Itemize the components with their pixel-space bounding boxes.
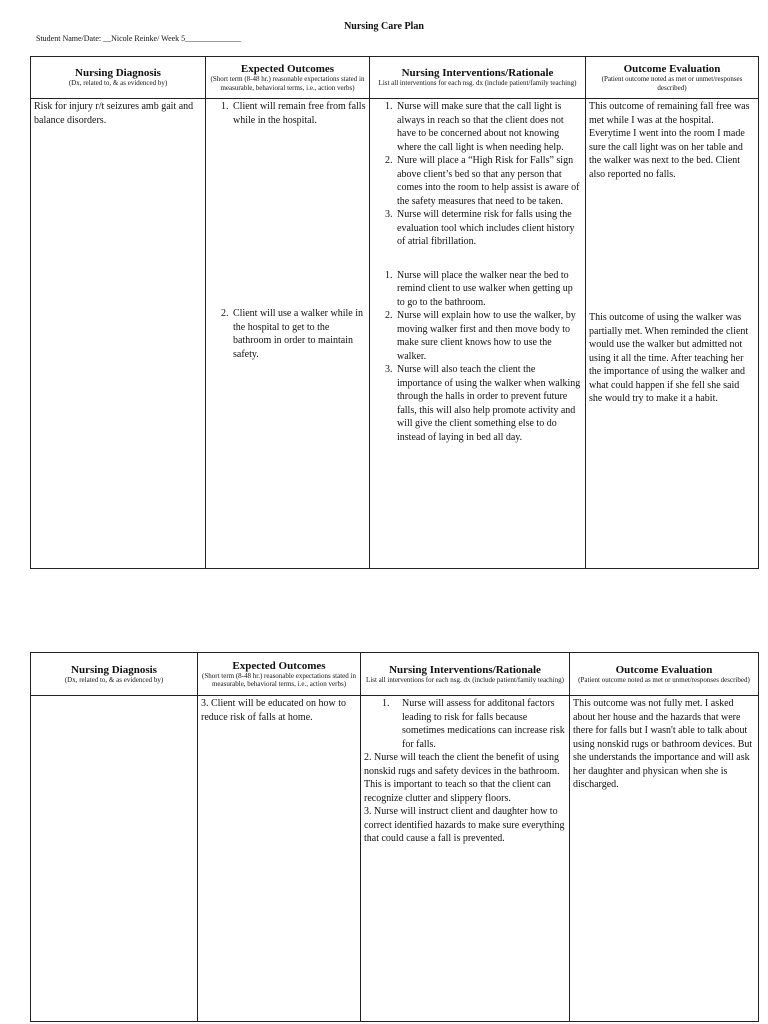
header-outcomes-title: Expected Outcomes (240, 63, 335, 75)
intervention-item: 2. Nure will place a “High Risk for Falls” sign above client’s bed so that any person that comes into the room to help assist is aware of the safety measures that need to be taken. (395, 154, 582, 208)
header-diagnosis-subtitle: (Dx, related to, & as evidenced by) (64, 675, 164, 684)
header-interventions-title: Nursing Interventions/Rationale (389, 663, 541, 676)
interventions-cell (361, 696, 570, 1022)
header-interventions-title: Nursing Interventions/Rationale (401, 67, 554, 80)
outcome-item: 1. Client will remain free from falls while in the hospital. (231, 100, 366, 127)
header-interventions (370, 57, 586, 99)
intervention-item: 3. Nurse will also teach the client the importance of using the walker when walking through the halls in order to prevent future falls, this will also help promote activity and will give the client something else to do instead of laying in bed all day. (395, 363, 582, 444)
intervention-item: 1. Nurse will place the walker near the bed to remind client to use walker when getting up to go to the bathroom. (395, 269, 582, 310)
outcomes-cell (206, 99, 370, 569)
intervention-item: 2. Nurse will teach the client the benefit of using nonskid rugs and safety devices in the bathroom. This is important to teach so that the client can recognize clutter and slippery floors. (364, 752, 560, 804)
header-diagnosis-title: Nursing Diagnosis (75, 67, 161, 80)
intervention-list-1 (373, 100, 582, 249)
outcomes-cell (198, 696, 361, 1022)
evaluation-cell (586, 99, 759, 569)
student-name-line: Student Name/Date: __Nicole Reinke/ Week 5______________ (36, 34, 242, 43)
diagnosis-text: Risk for injury r/t seizures amb gait and balance disorders. (34, 101, 194, 126)
header-diagnosis-subtitle: (Dx, related to, & as evidenced by) (68, 79, 168, 88)
header-evaluation-subtitle: (Patient outcome noted as met or unmet/responses described) (578, 675, 750, 684)
table-row (31, 99, 759, 569)
evaluation-text-2: This outcome of using the walker was partially met. When reminded the client would use the walker but admitted not using it all the time. After teaching her the importance of using the walker and what could happen if she fell she said she would try to make it a habit. (589, 312, 749, 404)
evaluation-cell (570, 696, 759, 1022)
outcome-list-2 (209, 307, 366, 361)
header-outcomes (198, 653, 361, 696)
header-diagnosis-title: Nursing Diagnosis (71, 663, 157, 676)
header-diagnosis (31, 653, 198, 696)
care-plan-table-2 (30, 652, 759, 1022)
intervention-list-2 (373, 269, 582, 445)
interventions-cell (370, 99, 586, 569)
document-title: Nursing Care Plan (344, 21, 424, 32)
header-outcomes-subtitle: (Short term (8-48 hr.) reasonable expectations stated in measurable, behavioral terms, i.e., action verbs) (210, 75, 365, 92)
outcome-list-1 (209, 100, 366, 127)
header-evaluation (570, 653, 759, 696)
evaluation-text: This outcome was not fully met. I asked about her house and the hazards that were there for falls but I wasn't able to talk about using nonskid rugs or bathroom devices. But she understands the importance and will ask her daughter and physican when she is discharged. (573, 698, 753, 790)
evaluation-text-1: This outcome of remaining fall free was met while I was at the hospital. Everytime I went into the room I made sure the call light was on her table and the walker was next to the bed. Client also reported no falls. (589, 101, 750, 180)
outcome-item: 2. Client will use a walker while in the hospital to get to the bathroom in order to maintain safety. (231, 307, 366, 361)
header-outcomes-subtitle: (Short term (8-48 hr.) reasonable expectations stated in measurable, behavioral terms, i.e., action verbs) (202, 671, 356, 688)
intervention-item: 1. Nurse will make sure that the call light is always in reach so that the client does not have to be concerned about not knowing where the call light is when needing help. (395, 100, 582, 154)
intervention-number: 1. (382, 698, 390, 709)
table-header-row (31, 57, 759, 99)
intervention-item (364, 697, 566, 751)
header-evaluation-title: Outcome Evaluation (615, 663, 713, 676)
header-interventions-subtitle: List all interventions for each nsg. dx (include patient/family teaching) (378, 79, 577, 88)
header-diagnosis (31, 57, 206, 99)
header-interventions (361, 653, 570, 696)
header-outcomes (206, 57, 370, 99)
outcome-item: 3. Client will be educated on how to reduce risk of falls at home. (201, 698, 346, 723)
header-evaluation (586, 57, 759, 99)
header-evaluation-subtitle: (Patient outcome noted as met or unmet/responses described) (601, 75, 743, 92)
care-plan-table-1 (30, 56, 759, 569)
table-row (31, 696, 759, 1022)
table-header-row (31, 653, 759, 696)
diagnosis-cell (31, 99, 206, 569)
header-interventions-subtitle: List all interventions for each nsg. dx (include patient/family teaching) (366, 675, 564, 684)
header-evaluation-title: Outcome Evaluation (623, 63, 721, 75)
intervention-item: 2. Nurse will explain how to use the walker, by moving walker first and then move body to make sure client knows how to use the walker. (395, 309, 582, 363)
intervention-text: Nurse will assess for additonal factors leading to risk for falls because sometimes medications can increase risk for falls. (402, 698, 565, 750)
intervention-item: 3. Nurse will instruct client and daughter how to correct identified hazards to make sure everything that could cause a fall is prevented. (364, 806, 565, 844)
intervention-item: 3. Nurse will determine risk for falls using the evaluation tool which includes client history of atrial fibrillation. (395, 208, 582, 249)
header-outcomes-title: Expected Outcomes (232, 659, 326, 672)
diagnosis-cell (31, 696, 198, 1022)
